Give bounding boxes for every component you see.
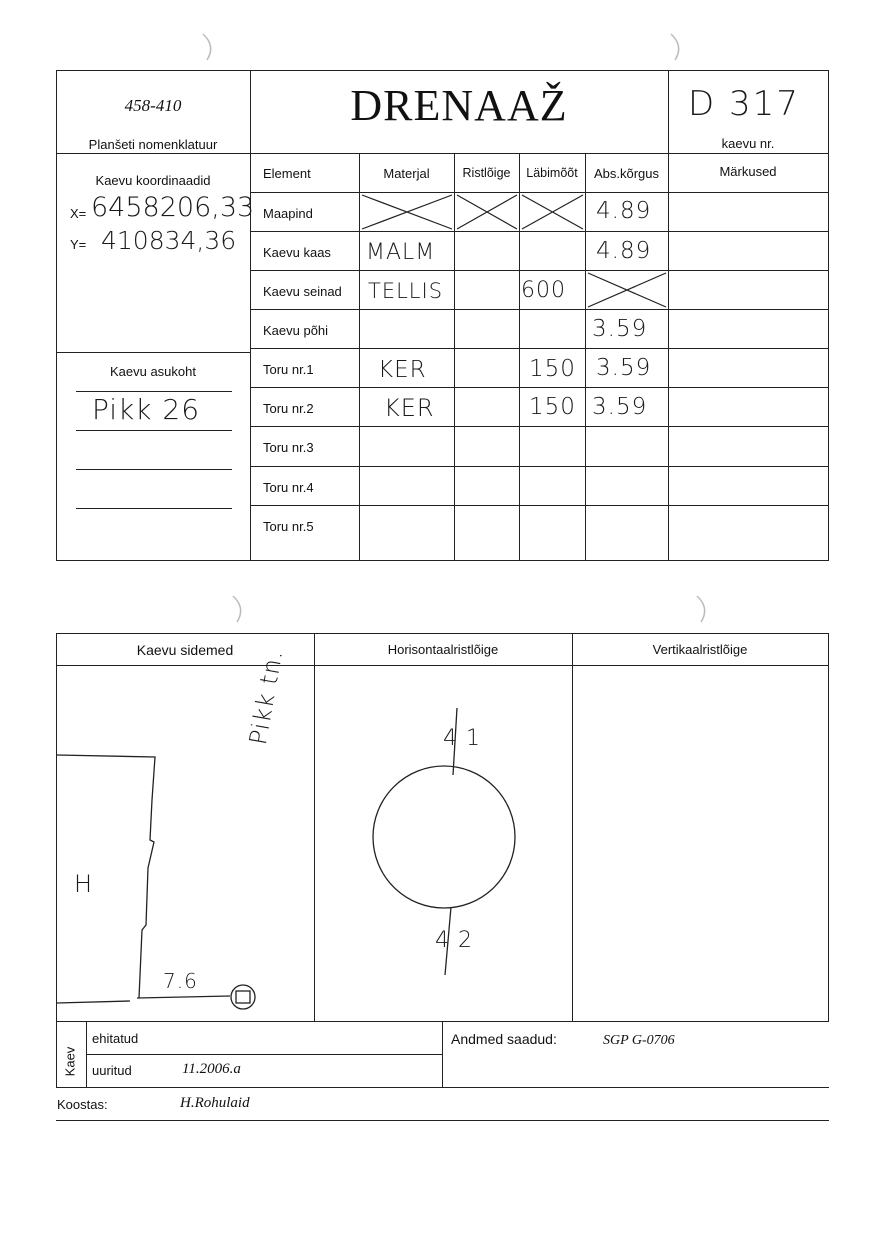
nomenclature-value: 458-410: [124, 96, 182, 115]
x-prefix: X=: [70, 206, 87, 221]
table-row-element: Maapind: [263, 206, 313, 221]
compiled-value: H.Rohulaid: [180, 1095, 250, 1111]
table-cell-material: KER: [378, 357, 427, 383]
location-value: Pikk 26: [92, 393, 201, 426]
table-row-element: Toru nr.2: [263, 401, 314, 416]
section-vertical: Vertikaalristlõige: [652, 642, 748, 657]
section-horizontal: Horisontaalristlõige: [387, 642, 499, 657]
location-label: Kaevu asukoht: [109, 364, 196, 379]
table-row-element: Kaevu seinad: [263, 284, 342, 299]
data-source-value: SGP G-0706: [603, 1033, 675, 1048]
header-diameter: Läbimõõt: [526, 166, 578, 180]
table-cell-abs-height: 3.59: [592, 316, 648, 342]
header-remarks: Märkused: [719, 164, 777, 179]
table-cell-abs-height: 3.59: [596, 355, 652, 381]
table-cell-diameter: 150: [529, 394, 576, 420]
y-prefix: Y=: [70, 237, 87, 252]
table-row-element: Toru nr.3: [263, 440, 314, 455]
well-number-label: kaevu nr.: [721, 136, 775, 151]
table-cell-diameter: 600: [521, 278, 566, 303]
section-connections: Kaevu sidemed: [136, 642, 234, 658]
table-row-element: Toru nr.4: [263, 480, 314, 495]
header-abs-height: Abs.kõrgus: [593, 166, 660, 181]
header-cross-section: Ristlõige: [462, 166, 511, 180]
well-number: D 317: [688, 84, 800, 124]
compiled-label: Koostas:: [57, 1097, 108, 1112]
table-cell-material: TELLIS: [368, 279, 444, 303]
table-cell-abs-height: 4.89: [596, 238, 652, 264]
table-cell-diameter: 150: [529, 356, 576, 382]
pipe2-label: 4 2: [435, 928, 473, 953]
table-row-element: Kaevu põhi: [263, 323, 329, 338]
table-cell-material: KER: [384, 394, 435, 422]
x-coordinate: 6458206,33: [91, 192, 255, 223]
header-material: Materjal: [383, 166, 430, 181]
table-cell-material: MALM: [366, 240, 436, 265]
built-label: ehitatud: [92, 1031, 139, 1046]
page-title: DRENAAŽ: [350, 81, 568, 130]
house-label: H: [74, 870, 94, 898]
nomenclature-label: Planšeti nomenklatuur: [88, 137, 218, 152]
header-element: Element: [263, 166, 311, 181]
table-cell-abs-height: 3.59: [592, 394, 648, 420]
table-row-element: Toru nr.5: [263, 519, 314, 534]
well-label: Kaev: [62, 1046, 78, 1077]
pipe1-label: 4 1: [443, 726, 481, 751]
surveyed-value: 11.2006.a: [182, 1061, 241, 1077]
distance-label: 7.6: [163, 969, 198, 993]
table-row-element: Kaevu kaas: [263, 245, 331, 260]
data-source-label: Andmed saadud:: [451, 1031, 557, 1047]
street-label: Pikk tn.: [244, 647, 289, 747]
table-row-element: Toru nr.1: [263, 362, 314, 377]
y-coordinate: 410834,36: [101, 226, 237, 255]
coordinates-label: Kaevu koordinaadid: [95, 173, 211, 188]
surveyed-label: uuritud: [92, 1063, 132, 1078]
table-cell-abs-height: 4.89: [596, 198, 652, 224]
